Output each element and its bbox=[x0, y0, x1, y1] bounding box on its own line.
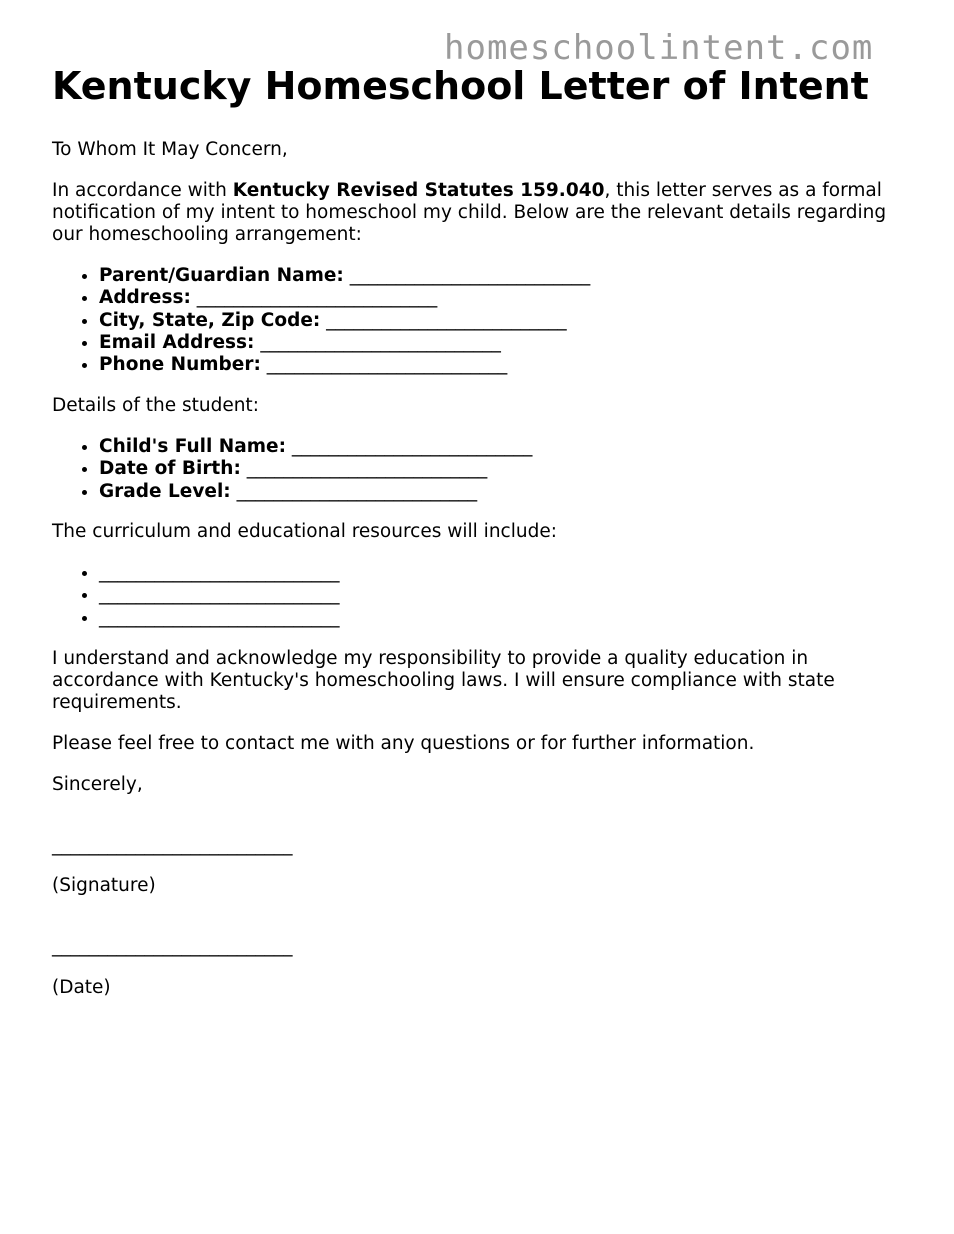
signature-line: __________________________ bbox=[52, 834, 293, 856]
blank-line: __________________________ bbox=[266, 354, 508, 376]
closing: Sincerely, bbox=[52, 773, 143, 795]
blank-line: __________________________ bbox=[291, 435, 533, 457]
list-item bbox=[99, 584, 902, 606]
field-label-date-of-birth: Date of Birth: bbox=[99, 458, 241, 480]
blank-line: __________________________ bbox=[236, 480, 478, 502]
field-label-phone: Phone Number: bbox=[99, 354, 261, 376]
list-item bbox=[99, 332, 902, 354]
field-label-parent-name: Parent/Guardian Name: bbox=[99, 265, 344, 287]
blank-line: __________________________ bbox=[99, 562, 340, 584]
watermark: homeschoolintent.com bbox=[444, 28, 874, 68]
field-label-grade-level: Grade Level: bbox=[99, 480, 231, 502]
blank-line: __________________________ bbox=[196, 287, 438, 309]
list-item bbox=[99, 458, 902, 480]
curriculum-heading: The curriculum and educational resources will include: bbox=[52, 521, 557, 543]
list-item bbox=[99, 287, 902, 309]
list-item bbox=[99, 607, 902, 629]
date-line: __________________________ bbox=[52, 936, 293, 958]
intro-paragraph bbox=[52, 180, 902, 247]
list-item bbox=[99, 265, 902, 287]
signature-label: (Signature) bbox=[52, 875, 156, 897]
blank-line: __________________________ bbox=[246, 458, 488, 480]
student-fields-list bbox=[52, 436, 902, 503]
list-item bbox=[99, 562, 902, 584]
contact-paragraph: Please feel free to contact me with any questions or for further information. bbox=[52, 732, 755, 754]
date-label: (Date) bbox=[52, 976, 111, 998]
student-heading: Details of the student: bbox=[52, 395, 259, 417]
field-label-address: Address: bbox=[99, 287, 191, 309]
intro-before: In accordance with bbox=[52, 179, 233, 201]
letter-body bbox=[52, 139, 902, 1018]
field-label-child-name: Child's Full Name: bbox=[99, 435, 286, 457]
field-label-email: Email Address: bbox=[99, 332, 255, 354]
blank-line: __________________________ bbox=[326, 309, 567, 331]
greeting: To Whom It May Concern, bbox=[52, 139, 288, 160]
blank-line: __________________________ bbox=[260, 332, 501, 354]
statute-reference: Kentucky Revised Statutes 159.040 bbox=[232, 179, 605, 201]
parent-fields-list bbox=[52, 265, 902, 376]
curriculum-list bbox=[52, 562, 902, 629]
intro-after: , this letter serves as a formal notification of my intent to homeschool my child. Below are the relevant details regarding our homeschooling arrangement: bbox=[52, 179, 887, 246]
field-label-city-state-zip: City, State, Zip Code: bbox=[99, 309, 321, 331]
blank-line: __________________________ bbox=[349, 265, 591, 287]
list-item bbox=[99, 481, 902, 503]
list-item bbox=[99, 354, 902, 376]
blank-line: __________________________ bbox=[99, 606, 340, 628]
acknowledgement-paragraph: I understand and acknowledge my responsibility to provide a quality education in accordance with Kentucky's homeschooling laws. I will ensure compliance with state requirements. bbox=[52, 647, 835, 714]
blank-line: __________________________ bbox=[99, 584, 340, 606]
list-item bbox=[99, 436, 902, 458]
document-title: Kentucky Homeschool Letter of Intent bbox=[52, 64, 869, 108]
list-item bbox=[99, 310, 902, 332]
